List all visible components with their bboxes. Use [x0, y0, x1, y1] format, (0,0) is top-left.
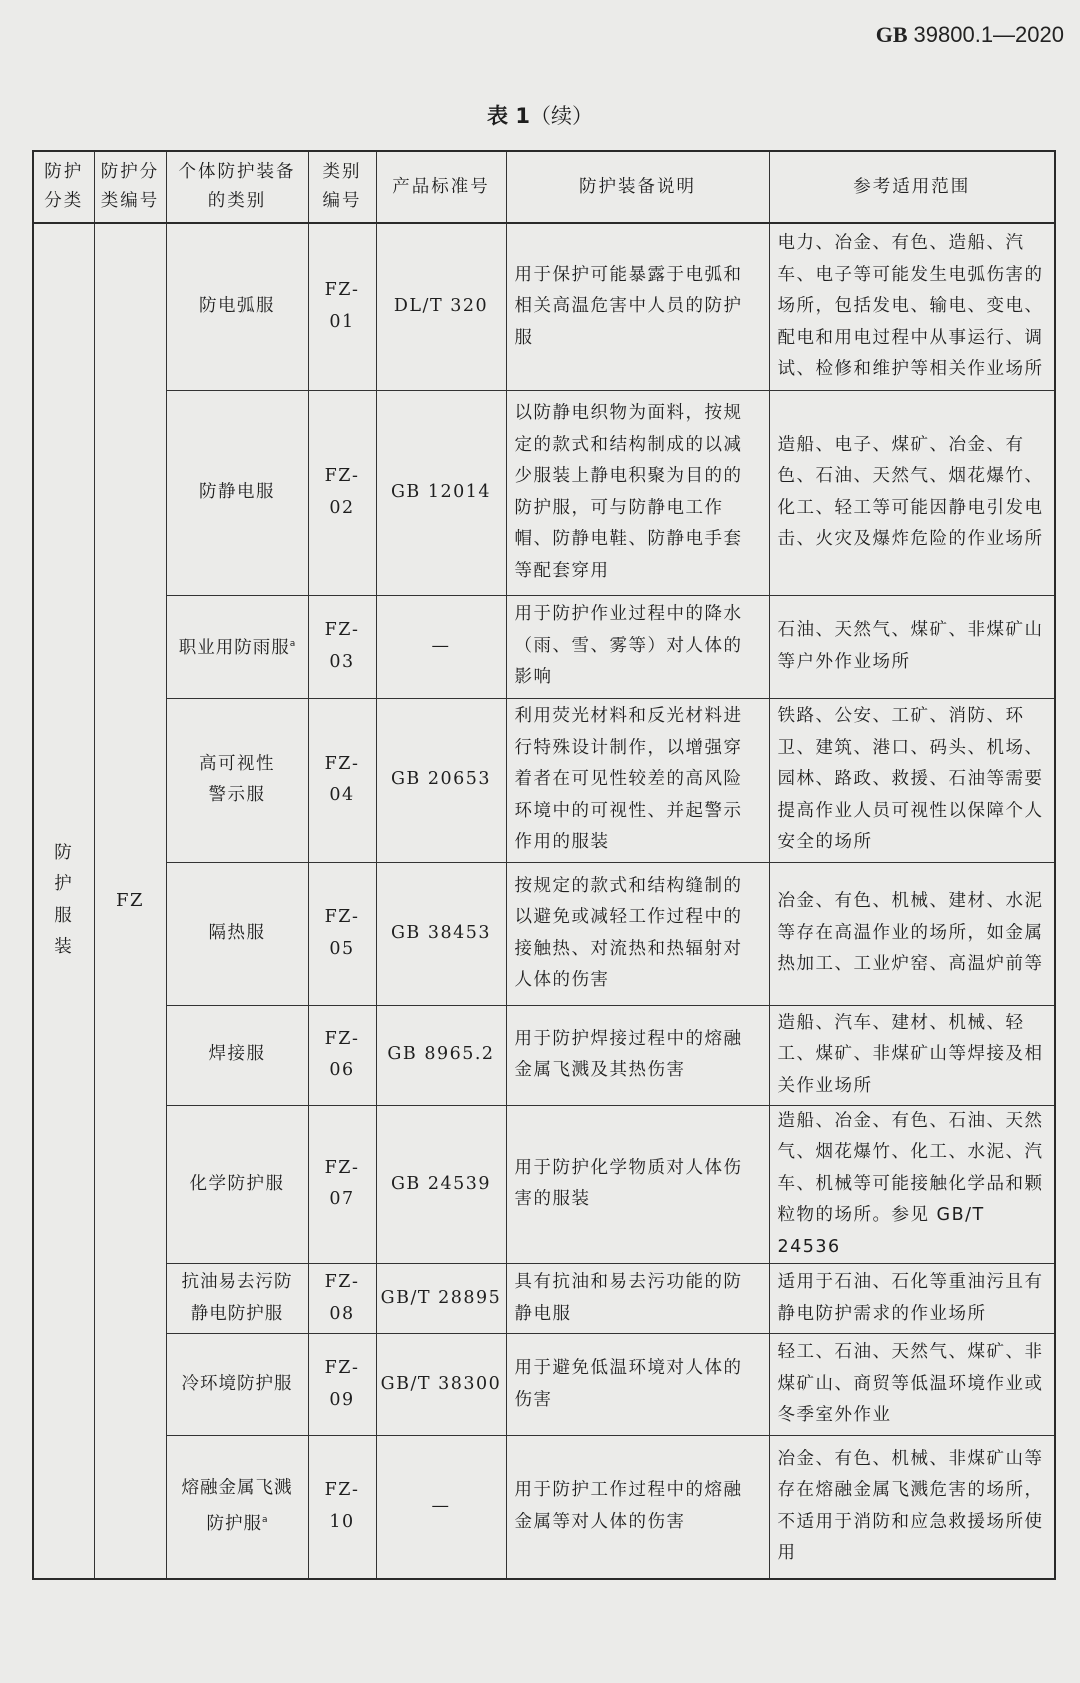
description: 用于保护可能暴露于电弧和相关高温危害中人员的防护服 [506, 223, 769, 390]
equipment-name: 防电弧服 [166, 223, 308, 390]
product-standard: GB 12014 [376, 390, 506, 595]
col-header-scope: 参考适用范围 [769, 151, 1055, 223]
scope: 铁路、公安、工矿、消防、环卫、建筑、港口、码头、机场、园林、路政、救援、石油等需要提高作业人员可视性以保障个人安全的场所 [769, 698, 1055, 862]
product-standard: DL/T 320 [376, 223, 506, 390]
scope: 冶金、有色、机械、建材、水泥等存在高温作业的场所，如金属热加工、工业炉窑、高温炉前等 [769, 862, 1055, 1005]
product-standard: GB 38453 [376, 862, 506, 1005]
equipment-name: 冷环境防护服 [166, 1334, 308, 1436]
product-standard: — [376, 595, 506, 698]
product-standard: GB 24539 [376, 1105, 506, 1264]
footnote-marker: a [261, 1514, 268, 1525]
type-code: FZ-02 [308, 390, 376, 595]
equipment-name: 焊接服 [166, 1005, 308, 1105]
equipment-name: 高可视性 警示服 [166, 698, 308, 862]
equipment-name: 隔热服 [166, 862, 308, 1005]
scope: 适用于石油、石化等重油污且有静电防护需求的作业场所 [769, 1264, 1055, 1334]
table-row [33, 1436, 1055, 1579]
table-continued: （续） [529, 104, 593, 128]
type-code: FZ-07 [308, 1105, 376, 1264]
table-label: 表 1 [487, 104, 530, 128]
standard-number [876, 22, 1064, 48]
type-code: FZ-03 [308, 595, 376, 698]
standard-code: 39800.1—2020 [913, 22, 1064, 47]
col-header-type-code: 类别 编号 [308, 151, 376, 223]
description: 利用荧光材料和反光材料进行特殊设计制作，以增强穿着者在可见性较差的高风险环境中的可视性、并起警示作用的服装 [506, 698, 769, 862]
type-code: FZ-06 [308, 1005, 376, 1105]
scope: 造船、电子、煤矿、冶金、有色、石油、天然气、烟花爆竹、化工、轻工等可能因静电引发电击、火灾及爆炸危险的作业场所 [769, 390, 1055, 595]
type-code: FZ-01 [308, 223, 376, 390]
table-row [33, 1105, 1055, 1264]
product-standard: GB 20653 [376, 698, 506, 862]
table-row [33, 390, 1055, 595]
scope: 轻工、石油、天然气、煤矿、非煤矿山、商贸等低温环境作业或冬季室外作业 [769, 1334, 1055, 1436]
col-header-description: 防护装备说明 [506, 151, 769, 223]
table-row [33, 698, 1055, 862]
description: 按规定的款式和结构缝制的以避免或减轻工作过程中的接触热、对流热和热辐射对人体的伤害 [506, 862, 769, 1005]
footnote-marker: a [289, 638, 296, 649]
scope: 冶金、有色、机械、非煤矿山等存在熔融金属飞溅危害的场所，不适用于消防和应急救援场所使用 [769, 1436, 1055, 1579]
table-row [33, 1334, 1055, 1436]
product-standard: GB/T 28895 [376, 1264, 506, 1334]
col-header-category-code: 防护分 类编号 [94, 151, 166, 223]
scope: 电力、冶金、有色、造船、汽车、电子等可能发生电弧伤害的场所，包括发电、输电、变电、配电和用电过程中从事运行、调试、检修和维护等相关作业场所 [769, 223, 1055, 390]
scope: 造船、冶金、有色、石油、天然气、烟花爆竹、化工、水泥、汽车、机械等可能接触化学品和颗粒物的场所。参见 GB/T 24536 [769, 1105, 1055, 1264]
description: 用于防护焊接过程中的熔融金属飞溅及其热伤害 [506, 1005, 769, 1105]
type-code: FZ-10 [308, 1436, 376, 1579]
description: 用于避免低温环境对人体的伤害 [506, 1334, 769, 1436]
equipment-name: 防静电服 [166, 390, 308, 595]
description: 以防静电织物为面料，按规定的款式和结构制成的以减少服装上静电积聚为目的的防护服，可与防静电工作帽、防静电鞋、防静电手套等配套穿用 [506, 390, 769, 595]
table-title [0, 100, 1080, 130]
category-cell: 防 护 服 装 [33, 223, 94, 1579]
description: 用于防护化学物质对人体伤害的服装 [506, 1105, 769, 1264]
col-header-equipment-type: 个体防护装备 的类别 [166, 151, 308, 223]
table-row [33, 1005, 1055, 1105]
type-code: FZ-05 [308, 862, 376, 1005]
table-row [33, 595, 1055, 698]
product-standard: GB 8965.2 [376, 1005, 506, 1105]
type-code: FZ-08 [308, 1264, 376, 1334]
category-code-cell: FZ [94, 223, 166, 1579]
equipment-name: 职业用防雨服$^a$ [166, 595, 308, 698]
table-row [33, 862, 1055, 1005]
type-code: FZ-09 [308, 1334, 376, 1436]
description: 具有抗油和易去污功能的防静电服 [506, 1264, 769, 1334]
description: 用于防护作业过程中的降水（雨、雪、雾等）对人体的影响 [506, 595, 769, 698]
scope: 石油、天然气、煤矿、非煤矿山等户外作业场所 [769, 595, 1055, 698]
equipment-table [32, 150, 1056, 1580]
product-standard: — [376, 1436, 506, 1579]
description: 用于防护工作过程中的熔融金属等对人体的伤害 [506, 1436, 769, 1579]
product-standard: GB/T 38300 [376, 1334, 506, 1436]
equipment-name: 熔融金属飞溅 防护服$^a$ [166, 1436, 308, 1579]
table-row [33, 1264, 1055, 1334]
equipment-name: 化学防护服 [166, 1105, 308, 1264]
equipment-name: 抗油易去污防 静电防护服 [166, 1264, 308, 1334]
standard-prefix: GB [875, 22, 908, 47]
type-code: FZ-04 [308, 698, 376, 862]
table-header-row [33, 151, 1055, 223]
col-header-category: 防护 分类 [33, 151, 94, 223]
scope: 造船、汽车、建材、机械、轻工、煤矿、非煤矿山等焊接及相关作业场所 [769, 1005, 1055, 1105]
table-row [33, 223, 1055, 390]
col-header-product-standard: 产品标准号 [376, 151, 506, 223]
